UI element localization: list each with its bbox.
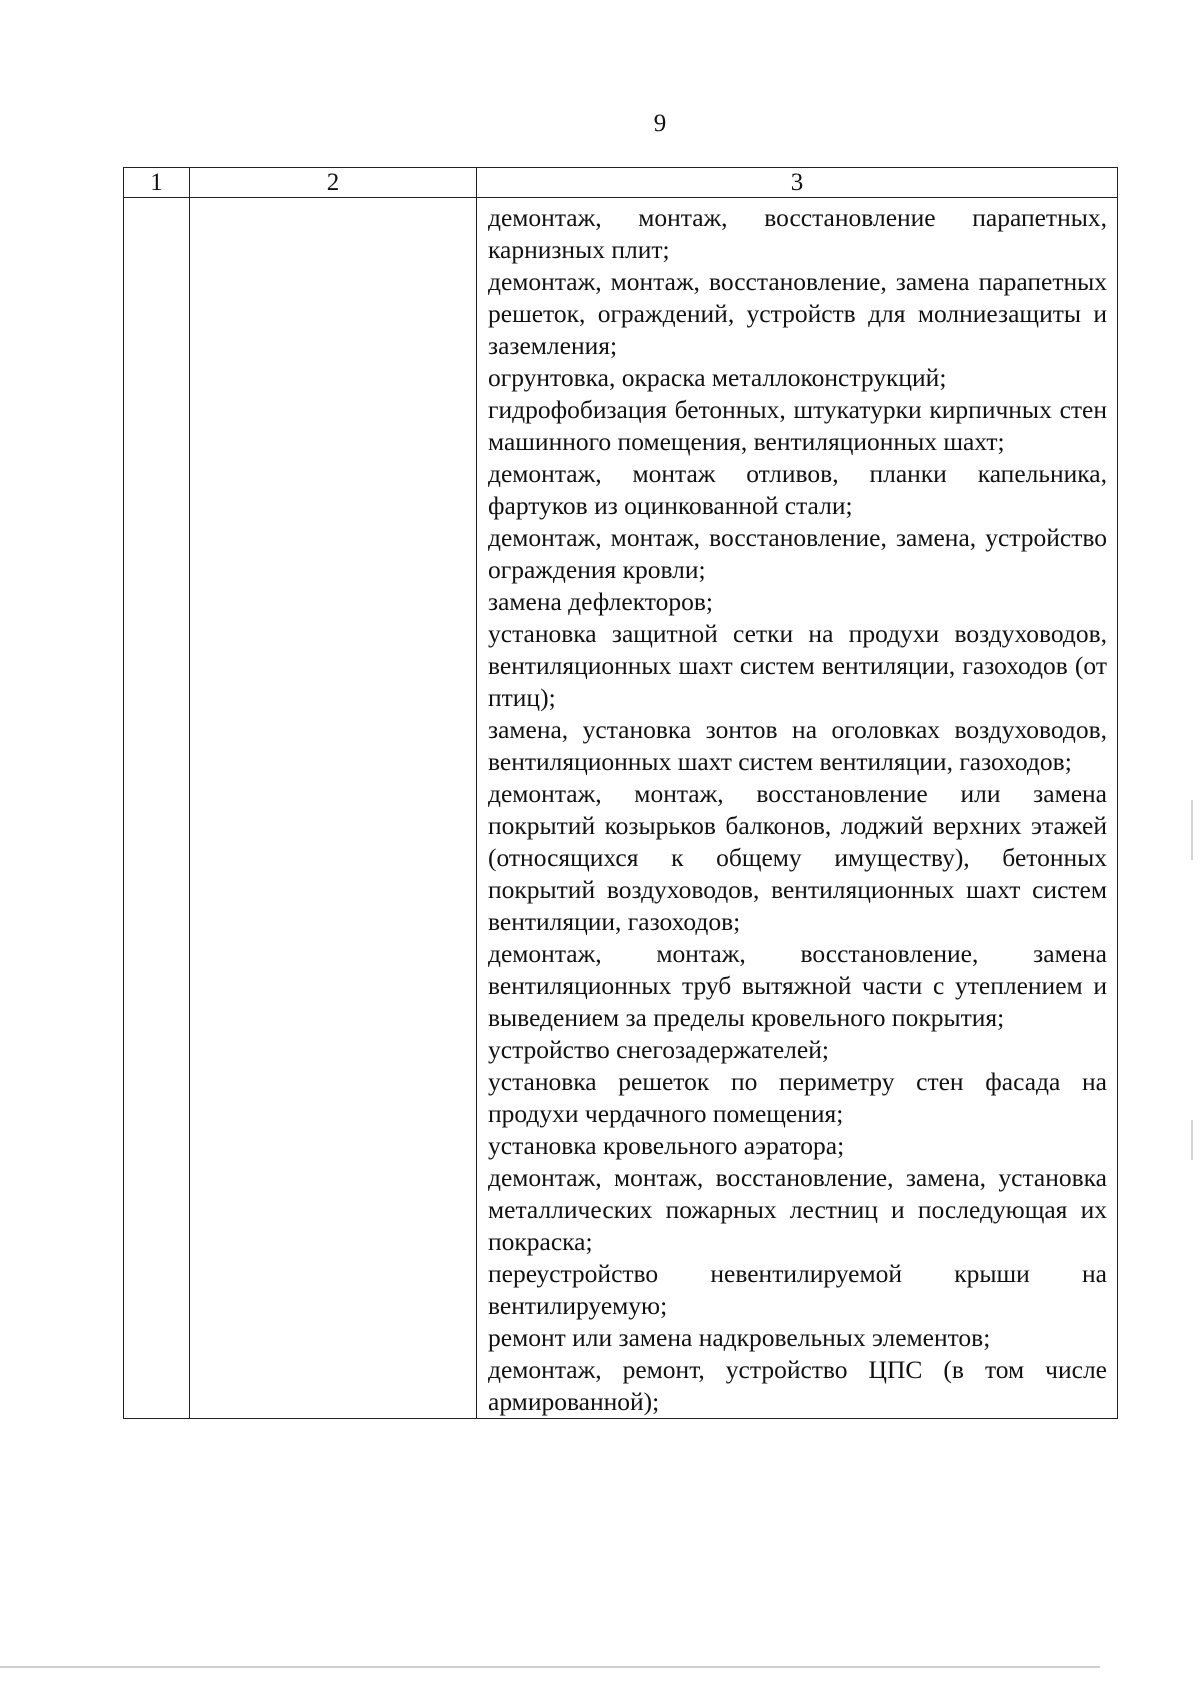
column-header-2: 2 — [190, 168, 477, 198]
page-number: 9 — [653, 110, 667, 137]
cell-column-2 — [190, 198, 477, 1419]
table-row — [124, 198, 1118, 1419]
scan-edge-line — [0, 1666, 1100, 1668]
list-item: замена, установка зонтов на оголовках воздуховодов, вентиляционных шахт систем вентиляции, газоходов; — [488, 715, 1107, 776]
list-item: демонтаж, монтаж отливов, планки капельника, фартуков из оцинкованной стали; — [488, 459, 1107, 520]
list-item: ремонт или замена надкровельных элементов; — [488, 1323, 991, 1352]
list-item: демонтаж, монтаж, восстановление, замена вентиляционных труб вытяжной части с утеплением и выведением за пределы кровельного покрытия; — [488, 939, 1107, 1032]
list-item: замена дефлекторов; — [488, 587, 713, 616]
cell-column-1 — [124, 198, 190, 1419]
work-items-list — [477, 198, 1117, 1418]
list-item: демонтаж, монтаж, восстановление или замена покрытий козырьков балконов, лоджий верхних этажей (относящихся к общему имуществу), бетонных покрытий воздуховодов, вентиляционных шахт систем вентиляции, газоходов; — [488, 779, 1107, 936]
list-item: переустройство невентилируемой крыши на вентилируемую; — [488, 1259, 1107, 1320]
works-table — [123, 167, 1118, 1419]
cell-column-3 — [477, 198, 1118, 1419]
list-item: демонтаж, ремонт, устройство ЦПС (в том числе армированной); — [488, 1355, 1107, 1416]
column-header-1: 1 — [124, 168, 190, 198]
list-item: демонтаж, монтаж, восстановление, замена, установка металлических пожарных лестниц и последующая их покраска; — [488, 1163, 1107, 1256]
scan-edge-mark — [1191, 800, 1193, 860]
scan-edge-mark — [1191, 1120, 1193, 1160]
list-item: гидрофобизация бетонных, штукатурки кирпичных стен машинного помещения, вентиляционных шахт; — [488, 395, 1107, 456]
list-item: демонтаж, монтаж, восстановление, замена парапетных решеток, ограждений, устройств для молниезащиты и заземления; — [488, 267, 1107, 360]
table-header-row — [124, 168, 1118, 198]
list-item: установка защитной сетки на продухи воздуховодов, вентиляционных шахт систем вентиляции, газоходов (от птиц); — [488, 619, 1107, 712]
list-item: огрунтовка, окраска металлоконструкций; — [488, 363, 947, 392]
list-item: устройство снегозадержателей; — [488, 1035, 829, 1064]
list-item: установка кровельного аэратора; — [488, 1131, 845, 1160]
column-header-3: 3 — [477, 168, 1118, 198]
list-item: демонтаж, монтаж, восстановление парапетных, карнизных плит; — [488, 203, 1107, 264]
list-item: демонтаж, монтаж, восстановление, замена, устройство ограждения кровли; — [488, 523, 1107, 584]
list-item: установка решеток по периметру стен фасада на продухи чердачного помещения; — [488, 1067, 1107, 1128]
